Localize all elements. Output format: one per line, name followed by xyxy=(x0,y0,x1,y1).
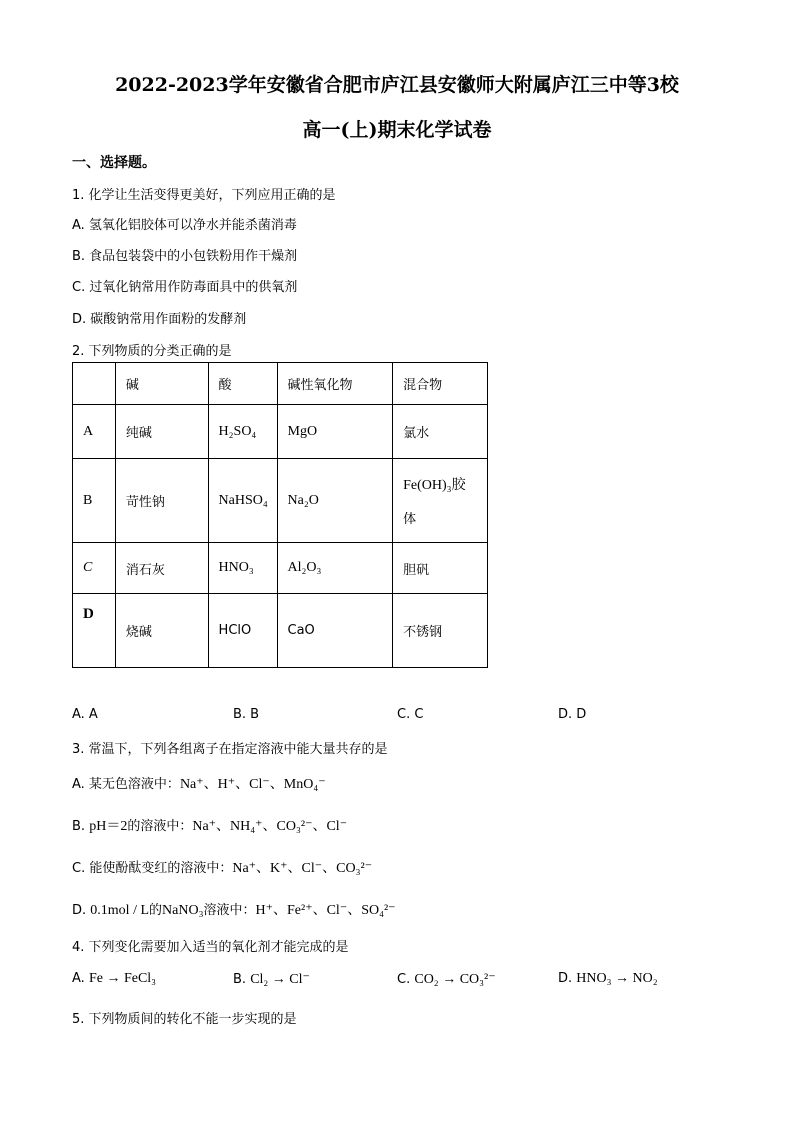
oxide-cell: MgO xyxy=(277,405,393,459)
base-cell: 消石灰 xyxy=(115,543,208,594)
q3-b-mid: 的溶液中： xyxy=(127,819,193,834)
table-header-row xyxy=(73,363,488,405)
q4-d-equation: HNO₃ → NO₂ xyxy=(576,971,658,986)
q3-b-condition: pH＝2 xyxy=(89,819,128,834)
q4-b-label: B. xyxy=(233,972,247,987)
table-row xyxy=(73,459,488,543)
header-cell: 混合物 xyxy=(393,363,488,405)
q3-d-prefix: D. xyxy=(72,903,87,918)
oxide-cell: Na₂O xyxy=(277,459,393,543)
q2-option-a: A. A xyxy=(72,707,98,722)
base-cell: 纯碱 xyxy=(115,405,208,459)
q3-a-ions: Na⁺、H⁺、Cl⁻、MnO₄⁻ xyxy=(179,777,326,792)
row-label: C xyxy=(73,543,116,594)
exam-title-line1: 2022-2023学年安徽省合肥市庐江县安徽师大附属庐江三中等3校 xyxy=(115,74,679,96)
q3-d-concentration: 0.1mol / L xyxy=(90,903,150,918)
q3-option-d xyxy=(72,899,396,919)
table-row xyxy=(73,594,488,668)
q4-c-label: C. xyxy=(397,972,411,987)
row-label: A xyxy=(73,405,116,459)
table-row xyxy=(73,543,488,594)
q2-option-d: D. D xyxy=(558,707,587,722)
base-cell: 苛性钠 xyxy=(115,459,208,543)
header-cell: 碱 xyxy=(115,363,208,405)
section-heading: 一、选择题。 xyxy=(72,155,156,171)
q1-option-b: B. 食品包装袋中的小包铁粉用作干燥剂 xyxy=(72,249,298,264)
mixture-cell xyxy=(393,459,488,543)
q3-b-prefix: B. xyxy=(72,819,86,834)
q5-stem: 5. 下列物质间的转化不能一步实现的是 xyxy=(72,1012,297,1027)
q2-option-b: B. B xyxy=(233,707,260,722)
classification-table xyxy=(72,362,488,668)
q3-option-b xyxy=(72,815,347,835)
q1-option-c: C. 过氧化钠常用作防毒面具中的供氧剂 xyxy=(72,280,298,295)
base-cell: 烧碱 xyxy=(115,594,208,668)
q4-option-a xyxy=(72,971,156,987)
q4-d-label: D. xyxy=(558,971,573,986)
mixture-cell: 不锈钢 xyxy=(393,594,488,668)
acid-cell: HNO₃ xyxy=(208,543,277,594)
q4-c-equation: CO₂ → CO₃²⁻ xyxy=(414,972,496,987)
row-label: D xyxy=(73,594,116,668)
acid-cell: H₂SO₄ xyxy=(208,405,277,459)
acid-cell: NaHSO₄ xyxy=(208,459,277,543)
q3-a-prefix: A. 某无色溶液中： xyxy=(72,777,180,792)
q1-stem: 1. 化学让生活变得更美好，下列应用正确的是 xyxy=(72,188,336,203)
q3-option-a xyxy=(72,773,326,793)
q1-option-a: A. 氢氧化铝胶体可以净水并能杀菌消毒 xyxy=(72,218,297,233)
q4-stem: 4. 下列变化需要加入适当的氧化剂才能完成的是 xyxy=(72,940,349,955)
q3-c-ions: Na⁺、K⁺、Cl⁻、CO₃²⁻ xyxy=(232,861,373,876)
q3-d-mid2: 溶液中： xyxy=(203,903,256,918)
q1-option-d: D. 碳酸钠常用作面粉的发酵剂 xyxy=(72,312,247,327)
q2-stem: 2. 下列物质的分类正确的是 xyxy=(72,344,232,359)
q4-a-label: A. xyxy=(72,971,85,986)
mixture-line-1: Fe(OH)₃胶 xyxy=(403,478,466,493)
q3-option-c xyxy=(72,857,372,877)
acid-cell: HClO xyxy=(208,594,277,668)
table-row xyxy=(73,405,488,459)
q3-d-ions: H⁺、Fe²⁺、Cl⁻、SO₄²⁻ xyxy=(255,903,396,918)
mixture-line-2: 体 xyxy=(403,512,417,527)
q4-option-c xyxy=(397,971,496,988)
q3-c-prefix: C. 能使酚酞变红的溶液中： xyxy=(72,861,233,876)
mixture-cell: 氯水 xyxy=(393,405,488,459)
header-cell xyxy=(73,363,116,405)
q3-d-salt: NaNO₃ xyxy=(162,903,204,918)
q4-option-b xyxy=(233,971,310,988)
q4-a-equation: Fe → FeCl₃ xyxy=(88,971,157,986)
mixture-cell: 胆矾 xyxy=(393,543,488,594)
oxide-cell: CaO xyxy=(277,594,393,668)
oxide-cell: Al₂O₃ xyxy=(277,543,393,594)
q3-stem: 3. 常温下，下列各组离子在指定溶液中能大量共存的是 xyxy=(72,742,388,757)
row-label: B xyxy=(73,459,116,543)
exam-title-line2: 高一(上)期末化学试卷 xyxy=(302,119,492,141)
q2-option-c: C. C xyxy=(397,707,424,722)
q3-b-ions: Na⁺、NH₄⁺、CO₃²⁻、Cl⁻ xyxy=(192,819,348,834)
q4-b-equation: Cl₂ → Cl⁻ xyxy=(250,972,310,987)
header-cell: 酸 xyxy=(208,363,277,405)
header-cell: 碱性氧化物 xyxy=(277,363,393,405)
q4-option-d xyxy=(558,971,658,987)
q3-d-mid1: 的 xyxy=(149,903,163,918)
